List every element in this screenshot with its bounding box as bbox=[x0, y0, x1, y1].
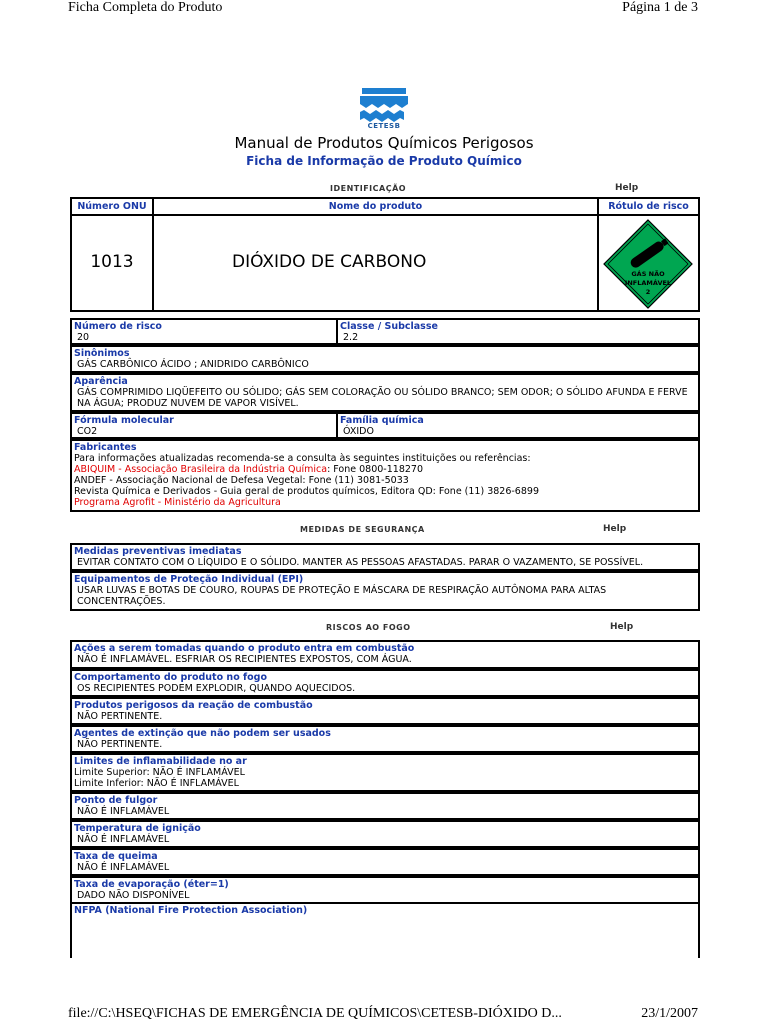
section-fogo: RISCOS AO FOGO bbox=[326, 623, 411, 632]
nfpa-label: NFPA (National Fire Protection Association) bbox=[74, 905, 308, 916]
medidas-preventivas-row bbox=[70, 543, 700, 571]
fabricantes-label: Fabricantes bbox=[74, 442, 137, 453]
fulgor-label: Ponto de fulgor bbox=[74, 795, 158, 806]
col-header-rotulo: Rótulo de risco bbox=[608, 201, 689, 212]
revista-text: Revista Química e Derivados - Guia geral de produtos químicos, Editora QD: Fone (11) 3826-6899 bbox=[74, 486, 539, 497]
formula-value: CO2 bbox=[77, 426, 98, 437]
hazard-label-class: 2 bbox=[645, 288, 651, 296]
acoes-row bbox=[70, 640, 700, 669]
numero-risco-value: 20 bbox=[77, 332, 90, 343]
classe-value: 2.2 bbox=[343, 332, 359, 343]
medidas-preventivas-value: EVITAR CONTATO COM O LÍQUIDO E O SÓLIDO. MANTER AS PESSOAS AFASTADAS. PARAR O VAZAMENTO, SE POSSÍVEL. bbox=[77, 557, 644, 568]
medidas-preventivas-label: Medidas preventivas imediatas bbox=[74, 546, 242, 557]
queima-value: NÃO É INFLAMÁVEL bbox=[77, 862, 170, 873]
familia-value: ÓXIDO bbox=[343, 426, 374, 437]
comportamento-value: OS RECIPIENTES PODEM EXPLODIR, QUANDO AQUECIDOS. bbox=[77, 683, 356, 694]
comportamento-row bbox=[70, 669, 700, 697]
perigosos-value: NÃO PERTINENTE. bbox=[77, 711, 163, 722]
print-header-page: Página 1 de 3 bbox=[622, 0, 698, 15]
epi-row bbox=[70, 571, 700, 611]
limite-inferior: Limite Inferior: NÃO É INFLAMÁVEL bbox=[74, 778, 239, 789]
agrofit-link[interactable]: Programa Agrofit - Ministério da Agricultura bbox=[74, 497, 281, 508]
print-header-title: Ficha Completa do Produto bbox=[68, 0, 223, 15]
col-header-nome: Nome do produto bbox=[328, 201, 423, 212]
epi-label: Equipamentos de Proteção Individual (EPI) bbox=[74, 574, 304, 585]
identification-table bbox=[70, 197, 700, 312]
section-identificacao: IDENTIFICAÇÃO bbox=[330, 184, 407, 193]
familia-label: Família química bbox=[340, 415, 424, 426]
hazard-label-diamond bbox=[602, 218, 694, 310]
risk-class-row bbox=[70, 318, 700, 345]
onu-number: 1013 bbox=[90, 252, 134, 272]
comportamento-label: Comportamento do produto no fogo bbox=[74, 672, 268, 683]
numero-risco-label: Número de risco bbox=[74, 321, 162, 332]
section-seguranca: MEDIDAS DE SEGURANÇA bbox=[300, 525, 425, 534]
fabricantes-row bbox=[70, 439, 700, 512]
hazard-label-line1: GÁS NÃO bbox=[631, 270, 665, 278]
help-link-identificacao[interactable]: Help bbox=[615, 183, 639, 193]
agentes-row bbox=[70, 725, 700, 753]
andef-text: ANDEF - Associação Nacional de Defesa Vegetal: Fone (11) 3081-5033 bbox=[74, 475, 409, 486]
product-name: DIÓXIDO DE CARBONO bbox=[232, 252, 427, 272]
help-link-fogo[interactable]: Help bbox=[610, 622, 634, 632]
aparencia-label: Aparência bbox=[74, 376, 128, 387]
aparencia-value: GÁS COMPRIMIDO LIQÜEFEITO OU SÓLIDO; GÁS SEM COLORAÇÃO OU SÓLIDO BRANCO; SEM ODOR; O SÓLIDO AFUNDA E FERVE NA ÁGUA; PRODUZ NUVEM DE VAPOR VISÍVEL. bbox=[77, 387, 688, 409]
page-subtitle: Ficha de Informação de Produto Químico bbox=[246, 154, 522, 168]
abiquim-phone: : Fone 0800-118270 bbox=[327, 464, 423, 475]
agentes-label: Agentes de extinção que não podem ser usados bbox=[74, 728, 331, 739]
queima-label: Taxa de queima bbox=[74, 851, 158, 862]
queima-row bbox=[70, 848, 700, 876]
aparencia-row bbox=[70, 373, 700, 412]
logo-text: CETESB bbox=[367, 122, 401, 130]
sinonimos-label: Sinônimos bbox=[74, 348, 130, 359]
page-title: Manual de Produtos Químicos Perigosos bbox=[234, 134, 534, 152]
limite-superior: Limite Superior: NÃO É INFLAMÁVEL bbox=[74, 767, 245, 778]
agentes-value: NÃO PERTINENTE. bbox=[77, 739, 163, 750]
evaporacao-row bbox=[70, 876, 700, 904]
ignicao-value: NÃO É INFLAMÁVEL bbox=[77, 834, 170, 845]
evaporacao-label: Taxa de evaporação (éter=1) bbox=[74, 879, 229, 890]
ignicao-row bbox=[70, 820, 700, 848]
acoes-label: Ações a serem tomadas quando o produto entra em combustão bbox=[74, 643, 415, 654]
perigosos-row bbox=[70, 697, 700, 725]
acoes-value: NÃO É INFLAMÁVEL. ESFRIAR OS RECIPIENTES EXPOSTOS, COM ÁGUA. bbox=[77, 654, 412, 665]
ignicao-label: Temperatura de ignição bbox=[74, 823, 201, 834]
fabricantes-intro: Para informações atualizadas recomenda-se a consulta às seguintes instituições ou referências: bbox=[74, 453, 531, 464]
limites-label: Limites de inflamabilidade no ar bbox=[74, 756, 247, 767]
abiquim-link[interactable]: ABIQUIM - Associação Brasileira da Indústria Química bbox=[74, 464, 328, 475]
nfpa-row bbox=[70, 902, 700, 958]
print-footer-path: file://C:\HSEQ\FICHAS DE EMERGÊNCIA DE QUÍMICOS\CETESB-DIÓXIDO D... bbox=[68, 1006, 562, 1021]
sinonimos-row bbox=[70, 345, 700, 373]
classe-label: Classe / Subclasse bbox=[340, 321, 438, 332]
epi-value: USAR LUVAS E BOTAS DE COURO, ROUPAS DE PROTEÇÃO E MÁSCARA DE RESPIRAÇÃO AUTÔNOMA PARA ALTAS CONCENTRAÇÕES. bbox=[77, 585, 607, 607]
evaporacao-value: DADO NÃO DISPONÍVEL bbox=[77, 890, 190, 901]
formula-label: Fórmula molecular bbox=[74, 415, 174, 426]
print-footer-date: 23/1/2007 bbox=[641, 1006, 698, 1021]
hazard-label-line2: INFLAMÁVEL bbox=[624, 279, 672, 287]
fulgor-value: NÃO É INFLAMÁVEL bbox=[77, 806, 170, 817]
help-link-seguranca[interactable]: Help bbox=[603, 524, 627, 534]
sinonimos-value: GÁS CARBÔNICO ÁCIDO ; ANIDRIDO CARBÔNICO bbox=[77, 359, 309, 370]
limites-row bbox=[70, 753, 700, 792]
formula-row bbox=[70, 412, 700, 439]
col-header-onu: Número ONU bbox=[77, 201, 147, 212]
perigosos-label: Produtos perigosos da reação de combustão bbox=[74, 700, 313, 711]
fulgor-row bbox=[70, 792, 700, 820]
